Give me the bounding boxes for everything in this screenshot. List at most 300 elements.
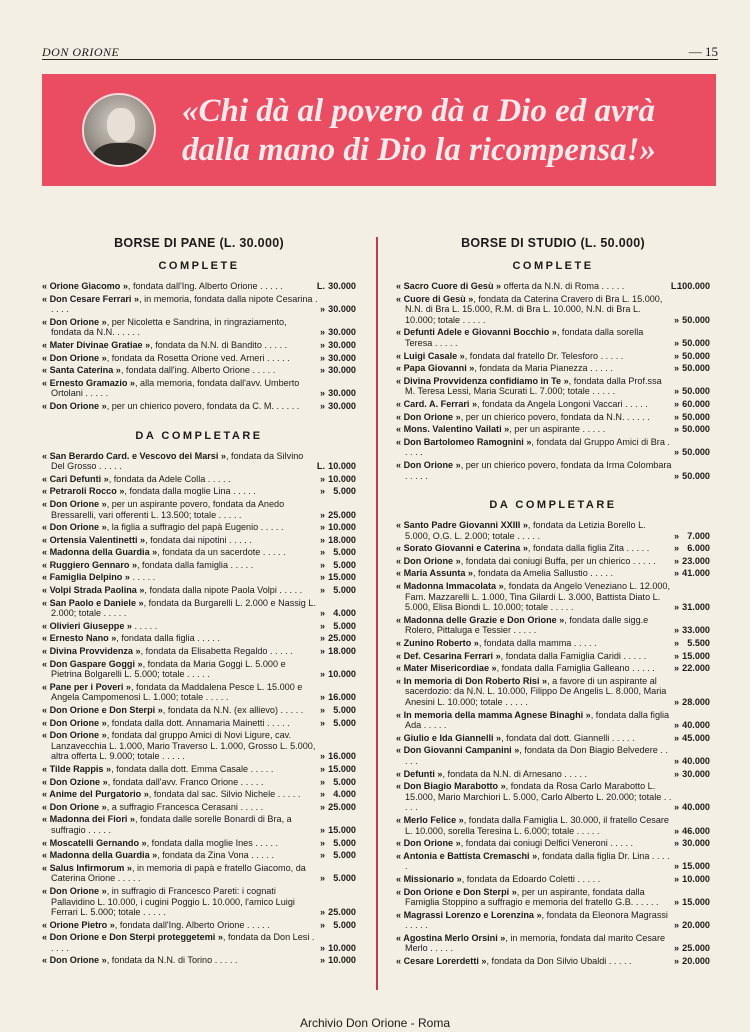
- leader-dots: . . . . .: [514, 530, 540, 541]
- entry-text: [42, 659, 318, 680]
- list-item: [42, 340, 356, 351]
- leader-dots: . . . . .: [629, 663, 655, 674]
- entry-description: , in suffragio di Francesco Pareti: i cognati Pallavidino L. 10.000, i cugini Poggio L. 10.000, l'amico Luigi Ferrari L. 5.000; totale: [51, 885, 295, 918]
- entry-description: , fondata dalla sorella Teresa: [405, 327, 644, 348]
- entry-currency: »: [673, 697, 679, 707]
- borse-di-pane-column: [42, 236, 356, 968]
- entry-amount: 41.000: [682, 568, 710, 579]
- entry-amount: 20.000: [682, 956, 710, 967]
- leader-dots: . . . . .: [140, 907, 166, 918]
- leader-dots: . . . . .: [574, 825, 600, 836]
- entry-amount: 25.000: [328, 907, 356, 918]
- entry-amount: 100.000: [677, 281, 710, 291]
- leader-dots: . . . . .: [51, 293, 318, 315]
- entry-description: , fondata dall'Ing. Alberto Orione: [127, 281, 258, 291]
- entry-name: « Tilde Rappis »: [42, 763, 112, 774]
- entry-text: [396, 412, 672, 423]
- entry-text: [396, 910, 672, 931]
- leader-dots: . . . . .: [502, 697, 528, 707]
- entry-description: , fondata da Angelo Veneziano L. 12.000, Fam. Mazzarelli L. 1.000, Tina Gilardi L. 3.000, Battista Diato L. 5.000, Elisa Biondi L. 10.000; totale: [405, 581, 671, 613]
- entry-name: « Madonna della Guardia »: [42, 547, 158, 558]
- entry-text: [396, 745, 672, 766]
- entry-description: , fondata dal fratello Dr. Telesforo: [464, 350, 599, 361]
- list-item: [396, 710, 710, 731]
- leader-dots: . . . . .: [114, 327, 140, 338]
- entry-description: , fondata dalla moglie Lina: [124, 486, 231, 497]
- entry-text: [396, 556, 672, 567]
- leader-dots: . . . . .: [248, 763, 274, 774]
- entry-currency: »: [673, 873, 679, 884]
- entry-name: « Ernesto Gramazio »: [42, 377, 135, 388]
- column-divider: [376, 237, 378, 990]
- entry-amount: 30.000: [682, 838, 710, 849]
- leader-dots: . . . . .: [226, 534, 252, 545]
- entry-text: [42, 646, 318, 657]
- list-item: [396, 520, 710, 541]
- entry-amount: 5.000: [333, 547, 356, 558]
- entry-description: , fondata dai coniugi Delfici Veneroni: [460, 838, 608, 849]
- leader-dots: . . . . .: [405, 436, 670, 458]
- entry-description: , fondata da Elisabetta Regaldo: [140, 646, 268, 657]
- entry-name: « Luigi Casale »: [396, 350, 465, 361]
- list-item: [42, 863, 356, 884]
- leader-dots: . . . . .: [432, 337, 458, 348]
- entry-text: [42, 633, 318, 644]
- entry-description: , fondata da Don Silvio Ubaldi: [486, 956, 607, 967]
- leader-dots: . . . . .: [405, 791, 672, 813]
- entry-description: , per un chierico povero, fondata da C. M.: [106, 400, 275, 411]
- entry-name: « Papa Giovanni »: [396, 363, 475, 374]
- entry-amount: 15.000: [328, 763, 356, 774]
- list-item: [396, 399, 710, 410]
- entry-name: « Don Gaspare Goggi »: [42, 658, 143, 669]
- entry-currency: »: [319, 942, 325, 953]
- entry-currency: »: [319, 850, 325, 861]
- entry-description: , fondata da N.N. di Arnesano: [442, 768, 562, 779]
- list-item: [42, 281, 356, 292]
- entry-currency: »: [673, 720, 679, 731]
- entry-name: « Don Orione »: [396, 838, 461, 849]
- list-item: [396, 327, 710, 348]
- entry-currency: »: [673, 755, 679, 766]
- entry-description: , fondata da N.N. di Bandito: [150, 339, 262, 350]
- entry-text: [42, 281, 318, 292]
- leader-dots: . . . . .: [260, 547, 286, 558]
- list-item: [396, 733, 710, 744]
- list-item: [396, 460, 710, 481]
- entry-amount: 28.000: [682, 697, 710, 707]
- leader-dots: . . . . .: [96, 461, 122, 472]
- list-item: [42, 920, 356, 931]
- entry-name: « Don Orione »: [42, 730, 107, 741]
- entry-amount: 15.000: [682, 897, 710, 908]
- entry-description: , fondata da Eleonora Magrassi: [541, 909, 668, 920]
- subheading-da-completare: DA COMPLETARE: [135, 429, 263, 442]
- entry-description: , per un aspirante: [509, 424, 580, 435]
- entry-description: , fondata da Rosa Carlo Marabotto L. 15.000, Mario Marchiori L. 5.000, Carlo Alberto L. 20.000; totale: [405, 781, 662, 802]
- list-item: [396, 581, 710, 613]
- leader-dots: . . . . .: [230, 486, 256, 497]
- archive-credit: Archivio Don Orione - Roma: [299, 1016, 451, 1030]
- entry-list-complete: [396, 281, 710, 481]
- entry-currency: »: [673, 411, 679, 422]
- list-item: [42, 718, 356, 729]
- list-item: [42, 730, 356, 762]
- leader-dots: . . . . .: [257, 281, 283, 291]
- entry-description: , per un aspirante, fondata dalla Famiglia Stoppino a suffragio e memoria del fratello G.B.: [405, 886, 645, 908]
- list-item: [42, 633, 356, 644]
- entry-name: « Don Orione »: [396, 459, 461, 470]
- list-item: [396, 543, 710, 554]
- leader-dots: . . . . .: [51, 932, 315, 953]
- leader-dots: . . . . .: [579, 424, 606, 435]
- leader-dots: . . . . .: [85, 824, 111, 835]
- entry-amount: 50.000: [682, 411, 710, 422]
- leader-dots: . . . . .: [571, 638, 597, 649]
- entry-text: [42, 777, 318, 788]
- leader-dots: . . . . .: [630, 555, 656, 566]
- entry-amount: 4.000: [333, 608, 356, 619]
- leader-dots: . . . . .: [238, 776, 264, 787]
- list-item: [42, 838, 356, 849]
- entry-name: « Don Orione »: [42, 955, 107, 966]
- entry-description: , per un aspirante povero, fondata da Anedo Bressarelli, vari offerenti L. 13.500; totale: [51, 498, 285, 520]
- entry-text: [396, 710, 672, 731]
- entry-text: [396, 676, 672, 708]
- leader-dots: . . . . .: [599, 281, 625, 291]
- leader-dots: . . . . .: [587, 568, 614, 579]
- entry-text: [42, 317, 318, 338]
- entry-currency: »: [673, 530, 679, 541]
- leader-dots: . . . . .: [264, 352, 290, 363]
- leader-dots: . . . . .: [405, 470, 428, 481]
- entry-amount: 10.000: [328, 669, 356, 680]
- entry-amount: 50.000: [682, 424, 710, 435]
- entry-text: [396, 460, 672, 481]
- entry-text: [396, 363, 672, 374]
- entry-name: « Sacro Cuore di Gesù »: [396, 281, 502, 291]
- entry-amount: 18.000: [328, 646, 356, 657]
- entry-amount: 7.000: [687, 530, 710, 541]
- list-item: [42, 789, 356, 800]
- entry-amount: 30.000: [328, 327, 356, 338]
- entry-currency: »: [319, 585, 325, 596]
- entry-amount: 5.000: [333, 776, 356, 787]
- entry-text: [42, 378, 318, 399]
- list-item: [396, 437, 710, 458]
- entry-amount: 25.000: [682, 943, 710, 954]
- entry-currency: »: [673, 424, 679, 435]
- entry-name: « Ortensia Valentinetti »: [42, 534, 146, 545]
- magazine-title: DON ORIONE: [42, 45, 120, 59]
- entry-amount: 50.000: [682, 350, 710, 361]
- entry-amount: 16.000: [328, 751, 356, 762]
- entry-name: « Merlo Felice »: [396, 814, 464, 825]
- entry-name: « Mons. Valentino Vailati »: [396, 424, 510, 435]
- list-item: [42, 317, 356, 338]
- leader-dots: . . . . .: [606, 956, 632, 967]
- entry-text: [396, 568, 672, 579]
- entry-description: , per Nicoletta e Sandrina, in ringraziamento, fondata da N.N.: [51, 316, 287, 338]
- leader-dots: . . . . .: [275, 789, 301, 800]
- entry-currency: »: [673, 861, 679, 872]
- entry-text: [42, 522, 318, 533]
- entry-currency: »: [319, 547, 325, 558]
- entry-amount: 10.000: [328, 473, 356, 484]
- entry-description: , fondata da Edoardo Coletti: [461, 873, 575, 884]
- entry-amount: 16.000: [328, 692, 356, 703]
- leader-dots: . . . . .: [561, 768, 588, 779]
- list-item: [42, 764, 356, 775]
- entry-name: « Don Giovanni Campanini »: [396, 745, 520, 756]
- list-item: [42, 659, 356, 680]
- entry-name: « Don Orione »: [42, 522, 107, 533]
- leader-dots: . . . . .: [623, 543, 650, 554]
- entry-description: , fondata dalle sorelle Bonardi di Bra, a suffragio: [51, 814, 292, 835]
- entry-amount: 25.000: [328, 633, 356, 644]
- list-item: [396, 838, 710, 849]
- entry-name: « San Berardo Card. e Vescovo dei Marsi »: [42, 450, 226, 461]
- entry-description: , fondata dai nipotini: [145, 534, 227, 545]
- entry-description: , fondata dai coniugi Buffa, per un chierico: [460, 555, 631, 566]
- entry-description: , fondata dalla famiglia: [137, 559, 228, 570]
- entry-amount: 5.000: [333, 585, 356, 596]
- leader-dots: . . . . .: [203, 692, 229, 703]
- entry-amount: 20.000: [682, 920, 710, 931]
- portrait-photo: [82, 93, 156, 167]
- entry-name: « Don Orione e Don Sterpi »: [42, 705, 163, 715]
- entry-name: « Missionario »: [396, 873, 462, 884]
- entry-description: , per un chierico povero, fondata da Irma Colombara: [460, 459, 672, 470]
- entry-text: [42, 955, 318, 966]
- entry-text: [42, 682, 318, 703]
- entry-text: [396, 838, 672, 849]
- entry-currency: »: [319, 534, 325, 545]
- entry-amount: 15.000: [682, 650, 710, 661]
- leader-dots: . . . . .: [587, 363, 613, 374]
- entry-amount: 15.000: [328, 572, 356, 583]
- entry-text: [396, 327, 672, 348]
- entry-name: « Madonna della Guardia »: [42, 850, 158, 861]
- entry-description: , fondata da Maria Goggi L. 5.000 e Pietrina Bolgarelli L. 5.000; totale: [51, 658, 286, 680]
- entry-description: , fondata dalla figlia Dr. Lina: [537, 850, 650, 861]
- entry-text: [42, 705, 318, 716]
- leader-dots: . . . . .: [405, 745, 668, 766]
- list-item: [42, 932, 356, 953]
- entry-description: , fondata da Letizia Borello L. 5.000, O.G. L. 2.000; totale: [405, 520, 646, 541]
- entry-currency: »: [673, 825, 679, 836]
- leader-dots: . . . . .: [427, 943, 454, 954]
- entry-description: , fondata dalla Famiglia Caridi: [500, 650, 621, 661]
- entry-text: [42, 294, 318, 315]
- list-item: [42, 886, 356, 918]
- list-item: [396, 781, 710, 813]
- entry-text: [42, 340, 318, 351]
- list-item: [396, 663, 710, 674]
- entry-name: « Cari Defunti »: [42, 473, 109, 484]
- entry-text: [396, 769, 672, 780]
- list-item: [42, 401, 356, 412]
- entry-description: , fondata da Amelia Sallustio: [473, 568, 588, 579]
- entry-text: [42, 718, 318, 729]
- entry-name: « Petraroli Rocco »: [42, 486, 125, 497]
- entry-currency: »: [673, 363, 679, 374]
- entry-amount: 5.000: [333, 486, 356, 497]
- leader-dots: . . . . .: [129, 572, 156, 583]
- entry-description: , fondata dal Gruppo Amici di Bra: [531, 436, 665, 447]
- entry-amount: 50.000: [682, 363, 710, 374]
- list-item: [42, 451, 356, 472]
- list-item: [396, 412, 710, 423]
- leader-dots: . . . . .: [228, 559, 254, 570]
- entry-currency: »: [319, 339, 325, 350]
- entry-amount: 5.000: [333, 873, 356, 884]
- entry-amount: 40.000: [682, 755, 710, 766]
- borse-di-studio-column: [396, 236, 710, 969]
- entry-name: « Don Ozione »: [42, 776, 108, 787]
- entry-currency: »: [673, 732, 679, 743]
- leader-dots: . . . . .: [264, 717, 290, 728]
- leader-dots: . . . . .: [278, 705, 304, 715]
- entry-currency: »: [673, 470, 679, 481]
- entry-description: , fondata da Don Lesi: [222, 932, 310, 943]
- entry-amount: 45.000: [682, 732, 710, 743]
- entry-currency: »: [673, 337, 679, 348]
- list-item: [396, 651, 710, 662]
- list-item: [42, 365, 356, 376]
- entry-text: [396, 851, 672, 872]
- entry-amount: 25.000: [328, 801, 356, 812]
- leader-dots: . . . . .: [589, 386, 616, 397]
- portrait-face: [107, 108, 135, 142]
- entry-amount: 30.000: [328, 304, 356, 315]
- entry-amount: 30.000: [328, 281, 356, 291]
- entry-name: « Divina Provvidenza »: [42, 646, 141, 657]
- entry-list-da-completare: [396, 520, 710, 967]
- entry-currency: »: [673, 398, 679, 409]
- entry-description: , fondata da Maria Pianezza: [474, 363, 588, 374]
- entry-currency: »: [319, 522, 325, 533]
- entry-text: [42, 560, 318, 571]
- entry-currency: »: [673, 802, 679, 813]
- leader-dots: . . . . .: [609, 732, 635, 743]
- entry-amount: 18.000: [328, 534, 356, 545]
- entry-amount: 33.000: [682, 625, 710, 636]
- entry-name: « Volpi Strada Paolina »: [42, 585, 145, 596]
- list-item: [396, 363, 710, 374]
- leader-dots: . . . . .: [194, 633, 220, 644]
- entry-currency: »: [319, 717, 325, 728]
- entry-name: « Olivieri Giuseppe »: [42, 620, 132, 631]
- entry-amount: 30.000: [328, 352, 356, 363]
- entry-currency: »: [673, 543, 679, 554]
- entry-list-da-completare: [42, 451, 356, 967]
- list-item: [42, 522, 356, 533]
- entry-amount: 10.000: [328, 955, 356, 966]
- entry-name: « Don Orione »: [396, 411, 461, 422]
- entry-description: , la figlia a suffragio del papà Eugenio: [106, 522, 259, 533]
- entry-text: [396, 424, 672, 435]
- list-item: [42, 547, 356, 558]
- entry-currency: »: [319, 486, 325, 497]
- list-item: [42, 850, 356, 861]
- entry-description: , fondata dall'Ing. Alberto Orione: [114, 919, 245, 930]
- list-item: [42, 621, 356, 632]
- entry-description: , fondata dalla Prof.ssa M. Teresa Lessi, Maria Scurati L. 7.000; totale: [405, 375, 662, 397]
- entry-amount: 5.000: [333, 837, 356, 848]
- list-item: [42, 955, 356, 966]
- entry-currency: »: [319, 509, 325, 520]
- entry-amount: 40.000: [682, 802, 710, 813]
- entry-description: , fondata da Don Biagio Belvedere: [519, 745, 658, 756]
- entry-currency: »: [319, 559, 325, 570]
- list-item: [42, 572, 356, 583]
- entry-name: « Don Orione »: [42, 885, 107, 896]
- entry-amount: 15.000: [328, 824, 356, 835]
- entry-description: , fondata da Burgarelli L. 2.000 e Nassig L. 2.000; totale: [51, 597, 316, 619]
- entry-name: « Sorato Giovanni e Caterina »: [396, 543, 528, 554]
- entry-text: [42, 886, 318, 918]
- leader-dots: . . . . .: [624, 411, 650, 422]
- entry-text: [42, 789, 318, 800]
- entry-text: [396, 933, 672, 954]
- leader-dots: . . . . .: [244, 919, 270, 930]
- list-item: [396, 815, 710, 836]
- entry-text: [42, 535, 318, 546]
- entry-currency: »: [319, 669, 325, 680]
- entry-description: , fondata dalla dott. Emma Casale: [111, 763, 249, 774]
- entry-name: « Madonna delle Grazie e Don Orione »: [396, 614, 565, 625]
- entry-currency: L.: [670, 281, 679, 291]
- list-item: [42, 646, 356, 657]
- entry-text: [42, 353, 318, 364]
- entry-amount: 5.000: [333, 705, 356, 715]
- entry-text: [42, 499, 318, 520]
- entry-currency: »: [673, 568, 679, 579]
- list-item: [396, 676, 710, 708]
- entry-description: , fondata dalla nipote Paola Volpi: [144, 585, 277, 596]
- entry-text: [396, 638, 672, 649]
- entry-name: « San Paolo e Daniele »: [42, 597, 144, 608]
- entry-description: , fondata da N.N. (ex allievo): [162, 705, 279, 715]
- leader-dots: . . . . .: [598, 350, 624, 361]
- entry-text: [42, 486, 318, 497]
- entry-name: « Moscatelli Gernando »: [42, 837, 147, 848]
- leader-dots: . . . . .: [205, 473, 231, 484]
- quote-line-1: «Chi dà al povero dà a Dio ed avrà: [182, 93, 655, 129]
- entry-currency: »: [319, 837, 325, 848]
- entry-text: [42, 572, 318, 583]
- entry-currency: »: [673, 663, 679, 674]
- entry-amount: 4.000: [333, 789, 356, 800]
- entry-text: [396, 543, 672, 554]
- entry-text: [396, 874, 672, 885]
- banner-quote: [182, 92, 702, 170]
- list-item: [42, 499, 356, 520]
- entry-amount: 5.000: [333, 850, 356, 861]
- entry-name: « Cuore di Gesù »: [396, 293, 474, 304]
- entry-amount: 5.000: [333, 717, 356, 728]
- subheading-da-completare: DA COMPLETARE: [489, 499, 617, 512]
- entry-name: « Orione Giacomo »: [42, 281, 128, 291]
- entry-amount: 5.500: [687, 638, 710, 649]
- entry-amount: 5.000: [333, 559, 356, 570]
- entry-amount: 15.000: [682, 861, 710, 872]
- entry-currency: »: [673, 768, 679, 779]
- entry-amount: 10.000: [328, 522, 356, 533]
- entry-name: « Mater Divinae Gratiae »: [42, 339, 151, 350]
- entry-amount: 31.000: [682, 602, 710, 613]
